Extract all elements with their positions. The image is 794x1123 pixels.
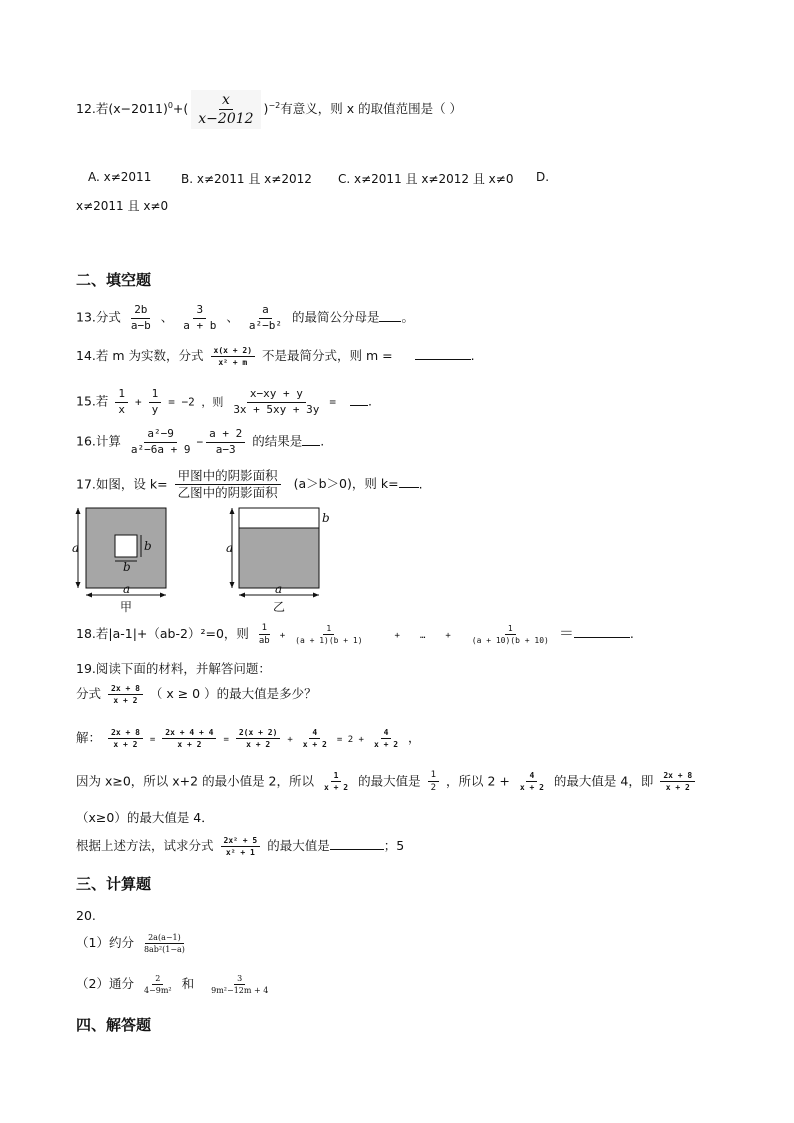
q18-f2-den: (a + 1)(b + 1)	[295, 636, 363, 645]
figure-yi-arrow	[230, 508, 235, 514]
q19-l1-f-den: x + 2	[113, 696, 138, 706]
q15-end: .	[368, 393, 372, 409]
figure-yi-caption: 乙	[273, 600, 286, 614]
figure-jia-hole	[115, 535, 137, 557]
q17-answer-blank[interactable]	[399, 487, 419, 488]
q19-l3-f1-num: 1	[331, 771, 342, 782]
q12-option-c[interactable]: C. x≠2011 且 x≠2012 且 x≠0	[338, 172, 514, 186]
q17-condition: (a＞b＞0)，则 k=	[293, 476, 399, 492]
q13-f1-den: a−b	[130, 318, 151, 332]
q17-end: .	[418, 476, 423, 492]
question-17	[76, 469, 423, 501]
q19-l2-fraction-4	[300, 728, 330, 749]
q19-l2-prefix: 解：	[76, 730, 102, 746]
q20-p2-f2-den: 9m²−12m + 4	[211, 986, 269, 996]
figure-yi-arrow	[313, 593, 319, 598]
q13-f3-num: a	[259, 304, 272, 319]
q20-p1-f-num: 2a(a−1)	[145, 933, 184, 944]
figure-jia-label-a-left: a	[72, 541, 80, 555]
q19-l2-f5-num: 4	[381, 728, 392, 739]
q12-close: )	[263, 101, 269, 117]
q16-f2-den: a−3	[215, 442, 236, 456]
q18-plus-2: +	[394, 631, 400, 641]
q18-f1-den: ab	[258, 636, 270, 646]
q18-f2-num: 1	[323, 624, 334, 635]
q18-prefix: 18.若|a-1|+（ab-2）²=0，则	[76, 626, 249, 641]
q17-f-num: 甲图中的阴影面积	[175, 469, 281, 485]
question-16	[76, 428, 324, 456]
q19-l3-fraction-2	[428, 770, 439, 794]
figure-jia-label-b-bottom: b	[123, 560, 131, 574]
q20-part-2	[76, 974, 274, 995]
q15-f1-den: x	[118, 402, 125, 416]
q12-plus: +(	[172, 101, 189, 117]
q16-answer-blank[interactable]	[302, 445, 320, 446]
question-13	[76, 304, 414, 332]
figure-jia-caption: 甲	[120, 600, 133, 614]
q12-sup-zero: 0	[167, 100, 173, 110]
q14-f-num: x(x + 2)	[211, 346, 256, 357]
q14-answer-blank[interactable]	[415, 359, 471, 360]
q19-l2-fraction-5	[371, 728, 401, 749]
q19-l2-fraction-3	[236, 728, 281, 749]
q15-prefix: 15.若	[76, 393, 109, 409]
q19-l3-f3-den: x + 2	[519, 783, 544, 793]
q16-f1-num: a²−9	[144, 428, 177, 443]
q20-number: 20.	[76, 908, 96, 923]
q16-end: .	[320, 433, 325, 449]
q19-l2-f2-den: x + 2	[177, 740, 202, 750]
q19-line-1	[76, 684, 317, 705]
q19-l1-prefix: 分式	[76, 686, 102, 702]
figure-jia-arrow	[76, 508, 81, 514]
q16-fraction-2	[206, 428, 245, 456]
q19-l1-fraction	[108, 684, 143, 705]
figure-jia-arrow	[160, 593, 166, 598]
q12-prefix: 12.若(x−2011)	[76, 101, 168, 117]
q14-fraction	[211, 346, 256, 367]
q19-l2-f4-num: 4	[309, 728, 320, 739]
q15-f2-den: y	[151, 402, 159, 416]
q19-l3-f2-den: 2	[430, 783, 436, 794]
q19-l3-f3-num: 4	[526, 771, 537, 782]
q19-l1-condition: （ x ≥ 0 ）的最大值是多少？	[149, 686, 317, 702]
q19-line-2	[76, 728, 421, 749]
q17-f-den: 乙图中的阴影面积	[177, 485, 278, 501]
figure-jia-label-a-bottom: a	[123, 582, 131, 596]
question-12	[76, 90, 462, 129]
q13-fraction-3	[246, 304, 285, 332]
q16-f1-den: a²−6a + 9	[130, 442, 191, 456]
q15-fraction-3	[230, 388, 322, 416]
q13-f2-num: 3	[193, 304, 206, 319]
q20-p2-prefix: （2）通分	[76, 976, 134, 992]
q17-fraction	[175, 469, 281, 501]
q19-l5-f-num: 2x² + 5	[221, 836, 261, 847]
q18-fraction-2	[292, 624, 365, 645]
figure-yi-arrow	[230, 582, 235, 588]
figure-yi-label-a-bottom: a	[275, 582, 283, 596]
q14-prefix: 14.若 m 为实数，分式	[76, 348, 204, 364]
q19-l2-fraction-2	[162, 728, 216, 749]
q15-fraction-2	[149, 388, 162, 416]
section-title-answer: 四、解答题	[76, 1016, 152, 1034]
q16-suffix: 的结果是	[252, 433, 303, 449]
q19-l2-f1-den: x + 2	[113, 740, 138, 750]
q13-f1-num: 2b	[131, 304, 150, 319]
q19-l2-f4-den: x + 2	[302, 740, 327, 750]
q19-l2-fraction-1	[108, 728, 143, 749]
figure-jia	[72, 508, 166, 614]
q19-l2-f3-num: 2(x + 2)	[236, 728, 281, 739]
q18-answer-blank[interactable]	[574, 637, 630, 638]
q20-p2-fraction-2	[208, 974, 271, 995]
q15-plus: +	[134, 395, 142, 409]
q20-p1-fraction	[141, 933, 188, 954]
q13-fraction-2	[180, 304, 219, 332]
figure-yi-label-b: b	[322, 511, 330, 525]
q19-l2-f5-den: x + 2	[373, 740, 399, 750]
q19-l5-prefix: 根据上述方法，试求分式	[76, 838, 214, 854]
q13-f3-den: a²−b²	[248, 318, 282, 332]
q19-l2-end: ，	[408, 730, 421, 746]
q18-dots: …	[419, 631, 426, 641]
q19-l3-f1-den: x + 2	[323, 783, 349, 793]
q19-l2-f2-num: 2x + 4 + 4	[162, 728, 216, 739]
q12-suffix: 有意义，则 x 的取值范围是（ ）	[280, 101, 463, 117]
q18-plus-3: +	[445, 631, 451, 641]
q13-end: 。	[401, 309, 414, 325]
q15-f2-num: 1	[149, 388, 162, 403]
q14-f-den: x² + m	[218, 358, 248, 368]
q20-p1-f-den: 8ab²(1−a)	[143, 945, 185, 955]
q20-p2-fraction-1	[141, 974, 175, 995]
q16-f2-num: a + 2	[206, 428, 245, 443]
q13-f2-den: a + b	[183, 318, 217, 332]
section-title-calculation: 三、计算题	[76, 875, 152, 893]
q19-l2-eq3: = 2 +	[336, 735, 364, 746]
q18-equals: ＝	[558, 624, 574, 642]
q18-fraction-1	[256, 623, 273, 647]
q20-p1-prefix: （1）约分	[76, 935, 134, 951]
question-18	[76, 622, 634, 646]
q16-prefix: 16.计算	[76, 433, 121, 449]
question-15	[76, 388, 372, 416]
q19-l2-eq2: =	[223, 735, 229, 746]
q19-line-3	[76, 770, 698, 794]
section-title-fill-in: 二、填空题	[76, 271, 152, 289]
q13-suffix: 的最简公分母是	[291, 309, 380, 325]
q15-f3-num: x−xy + y	[247, 388, 306, 403]
q19-l2-plus: +	[287, 735, 293, 746]
q12-sup-neg2: −2	[268, 100, 281, 110]
q19-line-4: （x≥0）的最大值是 4．	[76, 810, 214, 825]
q12-option-a[interactable]: A. x≠2011	[88, 170, 152, 184]
figure-yi-arrow	[239, 593, 245, 598]
figure-jia-label-b-right: b	[144, 539, 152, 553]
q16-minus: −	[196, 435, 204, 449]
q19-l3-f2-num: 1	[428, 770, 439, 782]
q16-fraction-1	[128, 428, 194, 456]
q12-option-b[interactable]: B. x≠2011 且 x≠2012	[181, 172, 312, 186]
q20-p2-and: 和	[181, 976, 195, 992]
q20-p2-f2-num: 3	[234, 974, 245, 985]
q19-l5-answer: ；5	[383, 838, 405, 854]
q12-option-d-continued: x≠2011 且 x≠0	[76, 199, 169, 213]
q15-equals-2: =	[329, 395, 337, 409]
q19-l3-fraction-3	[517, 771, 547, 792]
q17-prefix: 17.如图，设 k=	[76, 476, 168, 492]
q19-l3-f4-den: x + 2	[665, 783, 690, 793]
q12-fraction	[191, 90, 260, 129]
q20-p2-f1-den: 4−9m²	[143, 986, 172, 996]
q14-end: .	[470, 348, 475, 364]
q13-fraction-1	[128, 304, 154, 332]
q17-figures	[70, 503, 340, 615]
q13-answer-blank[interactable]	[379, 321, 401, 322]
figure-yi	[226, 508, 330, 614]
q19-l3-c: ，所以 2 +	[445, 773, 510, 789]
q19-l5-suffix: 的最大值是	[267, 838, 330, 854]
figure-jia-arrow	[76, 582, 81, 588]
q18-plus-1: +	[279, 631, 286, 641]
q19-l3-fraction-1	[321, 771, 351, 792]
q19-answer-blank[interactable]	[330, 849, 384, 850]
q15-answer-blank[interactable]	[350, 405, 368, 406]
q18-f3-den: (a + 10)(b + 10)	[471, 636, 549, 645]
q18-fraction-3	[469, 624, 552, 645]
q20-p2-f1-num: 2	[152, 974, 163, 985]
q15-f1-num: 1	[115, 388, 128, 403]
q12-option-d[interactable]: D.	[536, 170, 550, 184]
q19-l2-f1-num: 2x + 8	[108, 728, 143, 739]
q19-l1-f-num: 2x + 8	[108, 684, 143, 695]
figure-yi-label-a-left: a	[226, 541, 234, 555]
q19-l3-b: 的最大值是	[358, 773, 421, 789]
q19-l3-a: 因为 x≥0，所以 x+2 的最小值是 2，所以	[76, 773, 314, 789]
q18-f1-num: 1	[259, 623, 270, 635]
q15-fraction-1	[115, 388, 128, 416]
q13-sep1: 、	[160, 309, 174, 325]
q15-f3-den: 3x + 5xy + 3y	[233, 402, 320, 416]
question-14	[76, 346, 475, 367]
q19-line-5	[76, 836, 404, 857]
figure-jia-arrow	[86, 593, 92, 598]
q19-l5-f-den: x² + 1	[225, 848, 255, 858]
q19-l3-fraction-4	[660, 771, 695, 792]
q18-end: .	[629, 626, 634, 641]
q19-title: 19.阅读下面的材料，并解答问题：	[76, 661, 271, 676]
q19-l3-d: 的最大值是 4，即	[553, 773, 654, 789]
q13-prefix: 13.分式	[76, 309, 121, 325]
q12-fraction-denominator: x−2012	[198, 111, 254, 128]
q14-suffix: 不是最简分式，则 m =	[262, 348, 393, 364]
figure-yi-shaded-rect	[239, 528, 319, 588]
q19-l5-fraction	[221, 836, 261, 857]
q15-equals: = −2 ，则	[168, 395, 224, 409]
q13-sep2: 、	[226, 309, 239, 325]
q18-f3-num: 1	[505, 624, 516, 635]
q12-fraction-numerator: x	[219, 92, 233, 110]
q19-l2-eq1: =	[149, 735, 156, 746]
q20-part-1	[76, 933, 191, 954]
q19-l3-f4-num: 2x + 8	[660, 771, 695, 782]
q19-l2-f3-den: x + 2	[246, 740, 271, 750]
